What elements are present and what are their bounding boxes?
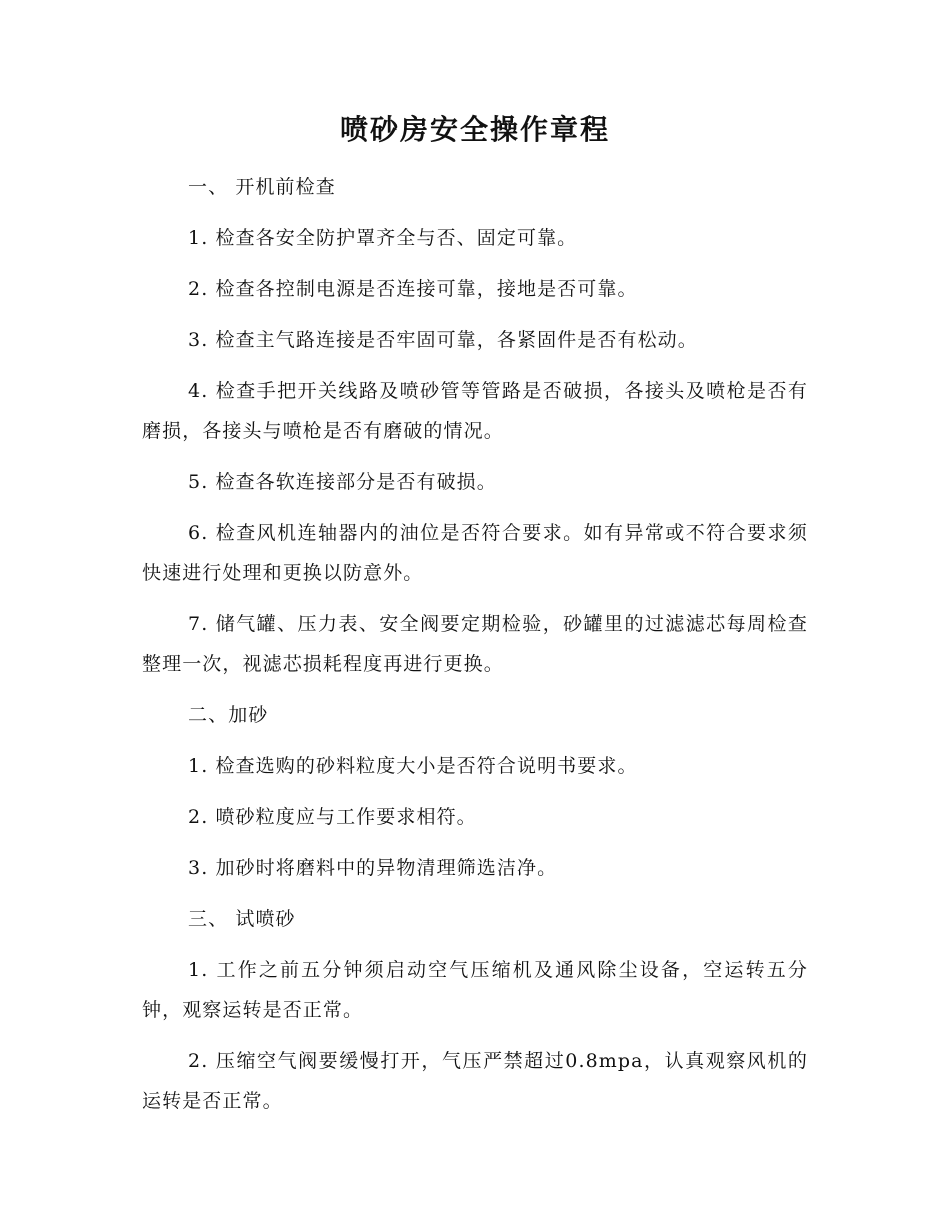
- list-item: 2. 压缩空气阀要缓慢打开，气压严禁超过0.8mpa，认真观察风机的运转是否正常。: [142, 1050, 808, 1112]
- document-title: 喷砂房安全操作章程: [339, 113, 610, 146]
- section-heading-pre-start-check: 一、 开机前检查: [188, 176, 336, 198]
- list-item: 3. 检查主气路连接是否牢固可靠，各紧固件是否有松动。: [188, 329, 698, 351]
- section-heading-trial-blasting: 三、 试喷砂: [188, 908, 296, 930]
- list-item: 7. 储气罐、压力表、安全阀要定期检验，砂罐里的过滤滤芯每周检查整理一次，视滤芯损耗程度再进行更换。: [142, 613, 808, 675]
- section-heading-add-sand: 二、加砂: [188, 704, 269, 726]
- list-item: 1. 检查选购的砂料粒度大小是否符合说明书要求。: [188, 755, 638, 777]
- document-body: [142, 167, 808, 1132]
- list-item: 2. 喷砂粒度应与工作要求相符。: [188, 806, 477, 828]
- list-item: 3. 加砂时将磨料中的异物清理筛选洁净。: [188, 857, 558, 879]
- list-item: 6. 检查风机连轴器内的油位是否符合要求。如有异常或不符合要求须快速进行处理和更换以防意外。: [142, 522, 808, 584]
- list-item: 1. 工作之前五分钟须启动空气压缩机及通风除尘设备，空运转五分钟，观察运转是否正常。: [142, 959, 808, 1021]
- list-item: 1. 检查各安全防护罩齐全与否、固定可靠。: [188, 227, 578, 249]
- list-item: 4. 检查手把开关线路及喷砂管等管路是否破损，各接头及喷枪是否有磨损，各接头与喷枪是否有磨破的情况。: [142, 380, 808, 442]
- list-item: 2. 检查各控制电源是否连接可靠，接地是否可靠。: [188, 278, 638, 300]
- list-item: 5. 检查各软连接部分是否有破损。: [188, 471, 497, 493]
